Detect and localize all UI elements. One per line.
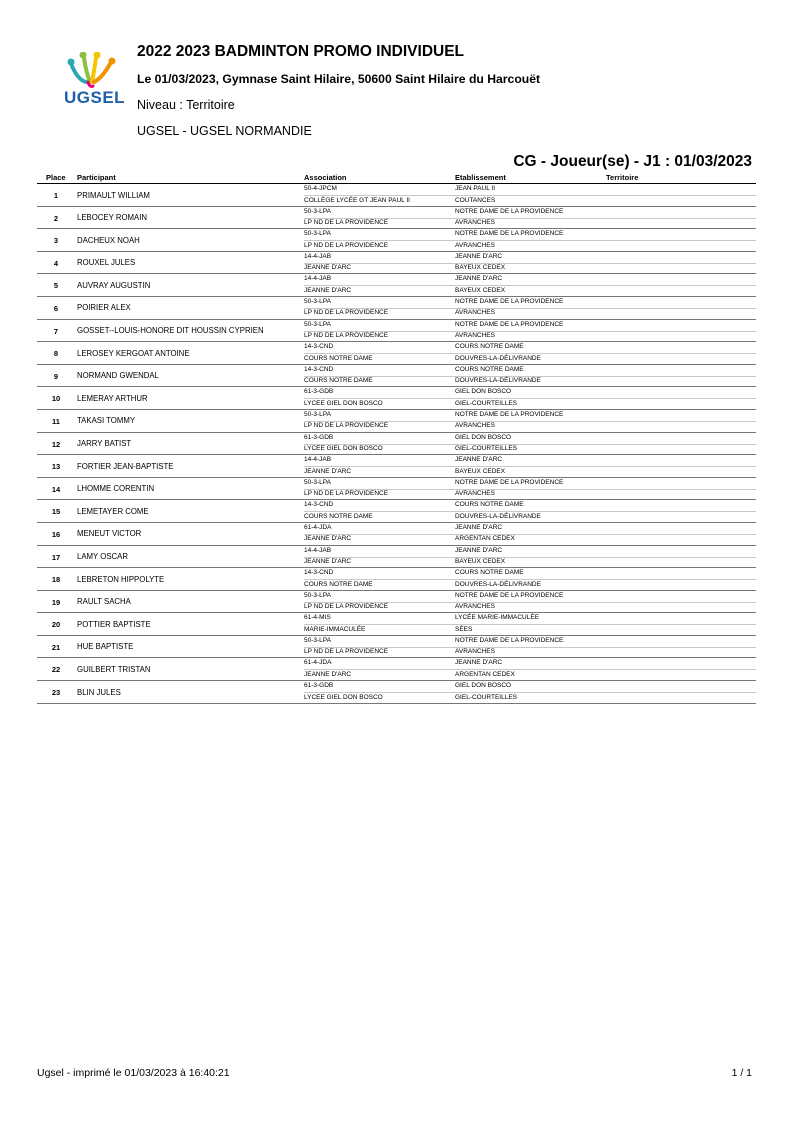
row-etablissement-name: JEANNE D'ARC (455, 523, 503, 531)
row-place: 12 (51, 439, 61, 449)
table-row (37, 613, 756, 636)
row-association-name: LP ND DE LA PROVIDENCE (304, 490, 389, 498)
row-association-name: LP ND DE LA PROVIDENCE (304, 648, 389, 656)
row-etablissement-city: DOUVRES-LA-DÉLIVRANDE (455, 580, 541, 588)
row-etablissement-city: ARGENTAN CEDEX (455, 535, 515, 543)
row-association-name: JEANNE D'ARC (304, 558, 352, 565)
column-header-territoire: Territoire (606, 173, 639, 182)
row-etablissement-city: BAYEUX CEDEX (455, 558, 506, 565)
row-association-name: COURS NOTRE DAME (304, 354, 373, 362)
row-etablissement-name: NOTRE DAME DE LA PROVIDENCE (455, 478, 564, 486)
row-participant: LHOMME CORENTIN (77, 484, 155, 494)
row-participant: MENEUT VICTOR (77, 529, 142, 539)
row-etablissement-city: AVRANCHES (455, 332, 495, 340)
row-place: 17 (51, 552, 61, 562)
row-divider (304, 263, 756, 264)
row-etablissement-city: AVRANCHES (455, 241, 495, 249)
table-row (37, 455, 756, 478)
page-number: 1 / 1 (731, 1067, 752, 1079)
row-place: 2 (53, 213, 59, 223)
row-participant: GOSSET--LOUIS-HONORE DIT HOUSSIN CYPRIEN (77, 326, 264, 336)
table-row (37, 297, 756, 320)
row-divider (304, 669, 756, 670)
column-header-etablissement: Etablissement (455, 173, 506, 182)
row-place: 20 (51, 620, 61, 630)
row-association-code: 61-4-MIS (304, 614, 331, 622)
row-etablissement-city: GIEL-COURTEILLES (455, 399, 518, 407)
row-association-code: 50-3-LPA (304, 591, 331, 599)
row-association-code: 50-3-LPA (304, 297, 331, 305)
row-association-name: LP ND DE LA PROVIDENCE (304, 332, 389, 340)
row-etablissement-name: COURS NOTRE DAME (455, 365, 524, 373)
row-place: 8 (53, 349, 59, 359)
row-association-code: 14-4-JAB (304, 546, 332, 554)
row-place: 23 (51, 688, 61, 698)
row-etablissement-city: BAYEUX CEDEX (455, 264, 506, 272)
row-place: 15 (51, 507, 61, 517)
column-header-association: Association (304, 173, 347, 182)
row-association-code: 50-3-LPA (304, 410, 331, 418)
column-header-participant: Participant (77, 173, 116, 182)
table-row (37, 500, 756, 523)
row-etablissement-city: AVRANCHES (455, 219, 495, 227)
row-etablissement-city: DOUVRES-LA-DÉLIVRANDE (455, 354, 541, 362)
row-divider (304, 624, 756, 625)
row-etablissement-city: AVRANCHES (455, 603, 495, 611)
row-association-code: 61-4-JDA (304, 523, 332, 531)
row-association-code: 50-3-LPA (304, 320, 331, 328)
row-association-code: 14-4-JAB (304, 456, 332, 464)
table-row (37, 184, 756, 207)
row-association-code: 14-4-JAB (304, 275, 332, 283)
row-association-name: COURS NOTRE DAME (304, 580, 373, 588)
row-etablissement-city: GIEL-COURTEILLES (455, 693, 518, 701)
row-association-code: 61-3-GDB (304, 388, 334, 396)
row-place: 11 (52, 416, 60, 426)
organisation-label: UGSEL - UGSEL NORMANDIE (137, 124, 312, 138)
table-row (37, 546, 756, 569)
row-association-name: LYCEE GIEL DON BOSCO (304, 445, 383, 453)
table-row (37, 207, 756, 230)
row-association-code: 50-3-LPA (304, 230, 331, 238)
table-row (37, 320, 756, 343)
row-participant: DACHEUX NOAH (77, 235, 140, 245)
row-place: 4 (53, 258, 59, 268)
row-etablissement-city: AVRANCHES (455, 648, 495, 656)
row-divider (304, 534, 756, 535)
row-etablissement-name: COURS NOTRE DAME (455, 501, 524, 509)
table-row (37, 229, 756, 252)
row-etablissement-name: GIEL DON BOSCO (455, 388, 512, 396)
row-association-name: JEANNE D'ARC (304, 286, 352, 294)
row-etablissement-name: NOTRE DAME DE LA PROVIDENCE (455, 591, 564, 599)
row-place: 13 (51, 462, 61, 472)
row-etablissement-city: SÉES (455, 625, 473, 633)
table-row (37, 681, 756, 704)
row-participant: LEMETAYER COME (77, 506, 149, 516)
table-header (37, 173, 756, 184)
row-place: 22 (51, 665, 61, 675)
table-row (37, 433, 756, 456)
row-participant: TAKASI TOMMY (77, 416, 136, 426)
row-participant: JARRY BATIST (77, 439, 132, 449)
table-row (37, 591, 756, 614)
row-association-name: COURS NOTRE DAME (304, 377, 373, 385)
row-etablissement-name: NOTRE DAME DE LA PROVIDENCE (455, 636, 564, 644)
row-etablissement-city: BAYEUX CEDEX (455, 467, 506, 475)
row-etablissement-name: NOTRE DAME DE LA PROVIDENCE (455, 230, 564, 238)
row-etablissement-city: GIEL-COURTEILLES (455, 445, 518, 453)
row-association-code: 14-4-JAB (304, 252, 332, 260)
row-association-name: LYCEE GIEL DON BOSCO (304, 399, 383, 407)
row-place: 3 (53, 236, 59, 246)
row-place: 16 (51, 529, 61, 539)
row-participant: FORTIER JEAN-BAPTISTE (77, 461, 174, 471)
row-participant: LEMERAY ARTHUR (77, 393, 148, 403)
row-association-code: 14-3-CND (304, 569, 334, 577)
table-row (37, 365, 756, 388)
row-etablissement-name: NOTRE DAME DE LA PROVIDENCE (455, 320, 564, 328)
row-etablissement-name: GIEL DON BOSCO (455, 433, 512, 441)
table-row (37, 252, 756, 275)
row-place: 14 (51, 484, 61, 494)
row-participant: LEBRETON HIPPOLYTE (77, 574, 165, 584)
row-place: 19 (51, 597, 61, 607)
row-participant: LEBOCEY ROMAIN (77, 213, 148, 223)
row-association-code: 61-3-GDB (304, 433, 334, 441)
row-etablissement-name: GIEL DON BOSCO (455, 682, 512, 690)
row-participant: PRIMAULT WILLIAM (77, 190, 150, 200)
row-association-name: JEANNE D'ARC (304, 264, 352, 272)
row-etablissement-name: JEANNE D'ARC (455, 252, 503, 260)
row-etablissement-name: JEAN PAUL II (455, 185, 496, 192)
table-row (37, 387, 756, 410)
row-association-code: 14-3-CND (304, 343, 334, 351)
row-association-name: COLLÈGE LYCÉE GT JEAN PAUL II (304, 196, 410, 204)
row-etablissement-name: LYCÉE MARIE-IMMACULÉE (455, 614, 540, 622)
table-row (37, 478, 756, 501)
row-association-name: JEANNE D'ARC (304, 670, 352, 678)
row-participant: POIRIER ALEX (77, 303, 131, 313)
row-association-code: 50-3-LPA (304, 478, 331, 486)
row-etablissement-city: COUTANCES (455, 196, 496, 204)
row-etablissement-name: NOTRE DAME DE LA PROVIDENCE (455, 410, 564, 418)
table-row (37, 523, 756, 546)
row-association-code: 61-4-JDA (304, 659, 332, 667)
results-table (37, 173, 756, 704)
row-participant: GUILBERT TRISTAN (77, 664, 151, 674)
row-place: 10 (51, 394, 61, 404)
table-row (37, 274, 756, 297)
row-participant: LEROSEY KERGOAT ANTOINE (77, 348, 190, 358)
row-etablissement-city: BAYEUX CEDEX (455, 286, 506, 294)
row-etablissement-name: JEANNE D'ARC (455, 546, 503, 554)
table-row (37, 636, 756, 659)
category-heading: CG - Joueur(se) - J1 : 01/03/2023 (513, 153, 752, 170)
row-place: 9 (53, 371, 59, 381)
row-etablissement-city: DOUVRES-LA-DÉLIVRANDE (455, 512, 541, 520)
row-participant: AUVRAY AUGUSTIN (77, 280, 151, 290)
row-etablissement-name: NOTRE DAME DE LA PROVIDENCE (455, 207, 564, 215)
row-participant: LAMY OSCAR (77, 552, 128, 561)
row-etablissement-name: COURS NOTRE DAME (455, 343, 524, 351)
row-etablissement-city: ARGENTAN CEDEX (455, 670, 515, 678)
row-association-code: 50-3-LPA (304, 207, 331, 215)
row-participant: NORMAND GWENDAL (77, 371, 159, 381)
table-row (37, 658, 756, 681)
row-association-code: 50-3-LPA (304, 636, 331, 644)
row-participant: HUE BAPTISTE (77, 642, 134, 652)
column-header-place: Place (46, 173, 66, 182)
row-etablissement-name: JEANNE D'ARC (455, 456, 503, 464)
print-timestamp: Ugsel - imprimé le 01/03/2023 à 16:40:21 (37, 1067, 230, 1079)
row-etablissement-name: JEANNE D'ARC (455, 659, 503, 667)
row-association-name: JEANNE D'ARC (304, 467, 352, 475)
row-place: 18 (51, 575, 61, 585)
row-association-code: 61-3-GDB (304, 682, 334, 690)
row-etablissement-city: AVRANCHES (455, 309, 495, 317)
table-body (37, 184, 756, 704)
row-divider (304, 466, 756, 467)
table-row (37, 568, 756, 591)
row-place: 7 (53, 326, 59, 336)
row-association-name: LP ND DE LA PROVIDENCE (304, 309, 389, 317)
row-association-code: 50-4-JPCM (304, 185, 337, 192)
row-association-name: COURS NOTRE DAME (304, 512, 373, 520)
row-association-name: JEANNE D'ARC (304, 535, 352, 543)
row-participant: BLIN JULES (77, 687, 121, 697)
row-association-name: LP ND DE LA PROVIDENCE (304, 422, 389, 430)
row-place: 6 (53, 303, 59, 313)
row-divider (304, 557, 756, 558)
event-date-location: Le 01/03/2023, Gymnase Saint Hilaire, 50600 Saint Hilaire du Harcouët (137, 72, 541, 86)
row-association-name: LP ND DE LA PROVIDENCE (304, 603, 389, 611)
row-place: 21 (51, 642, 61, 652)
row-etablissement-name: JEANNE D'ARC (455, 275, 503, 283)
row-etablissement-name: COURS NOTRE DAME (455, 569, 524, 577)
row-etablissement-city: AVRANCHES (455, 490, 495, 498)
row-etablissement-city: AVRANCHES (455, 422, 495, 430)
row-divider (304, 285, 756, 286)
level-label: Niveau : Territoire (137, 98, 235, 112)
row-place: 1 (53, 191, 59, 200)
row-place: 5 (53, 281, 59, 291)
row-etablissement-city: DOUVRES-LA-DÉLIVRANDE (455, 377, 541, 385)
row-participant: POTTIER BAPTISTE (77, 619, 151, 629)
table-row (37, 342, 756, 365)
row-association-name: LYCEE GIEL DON BOSCO (304, 693, 383, 701)
ugsel-logo-text: UGSEL (64, 88, 126, 107)
row-association-code: 14-3-CND (304, 501, 334, 509)
row-association-name: MARIE-IMMACULÉE (304, 625, 366, 633)
table-row (37, 410, 756, 433)
row-association-name: LP ND DE LA PROVIDENCE (304, 241, 389, 249)
row-participant: RAULT SACHA (77, 597, 131, 607)
row-participant: ROUXEL JULES (77, 258, 136, 268)
document-title: 2022 2023 BADMINTON PROMO INDIVIDUEL (137, 43, 465, 60)
row-association-code: 14-3-CND (304, 365, 334, 373)
row-association-name: LP ND DE LA PROVIDENCE (304, 219, 389, 227)
row-etablissement-name: NOTRE DAME DE LA PROVIDENCE (455, 297, 564, 305)
